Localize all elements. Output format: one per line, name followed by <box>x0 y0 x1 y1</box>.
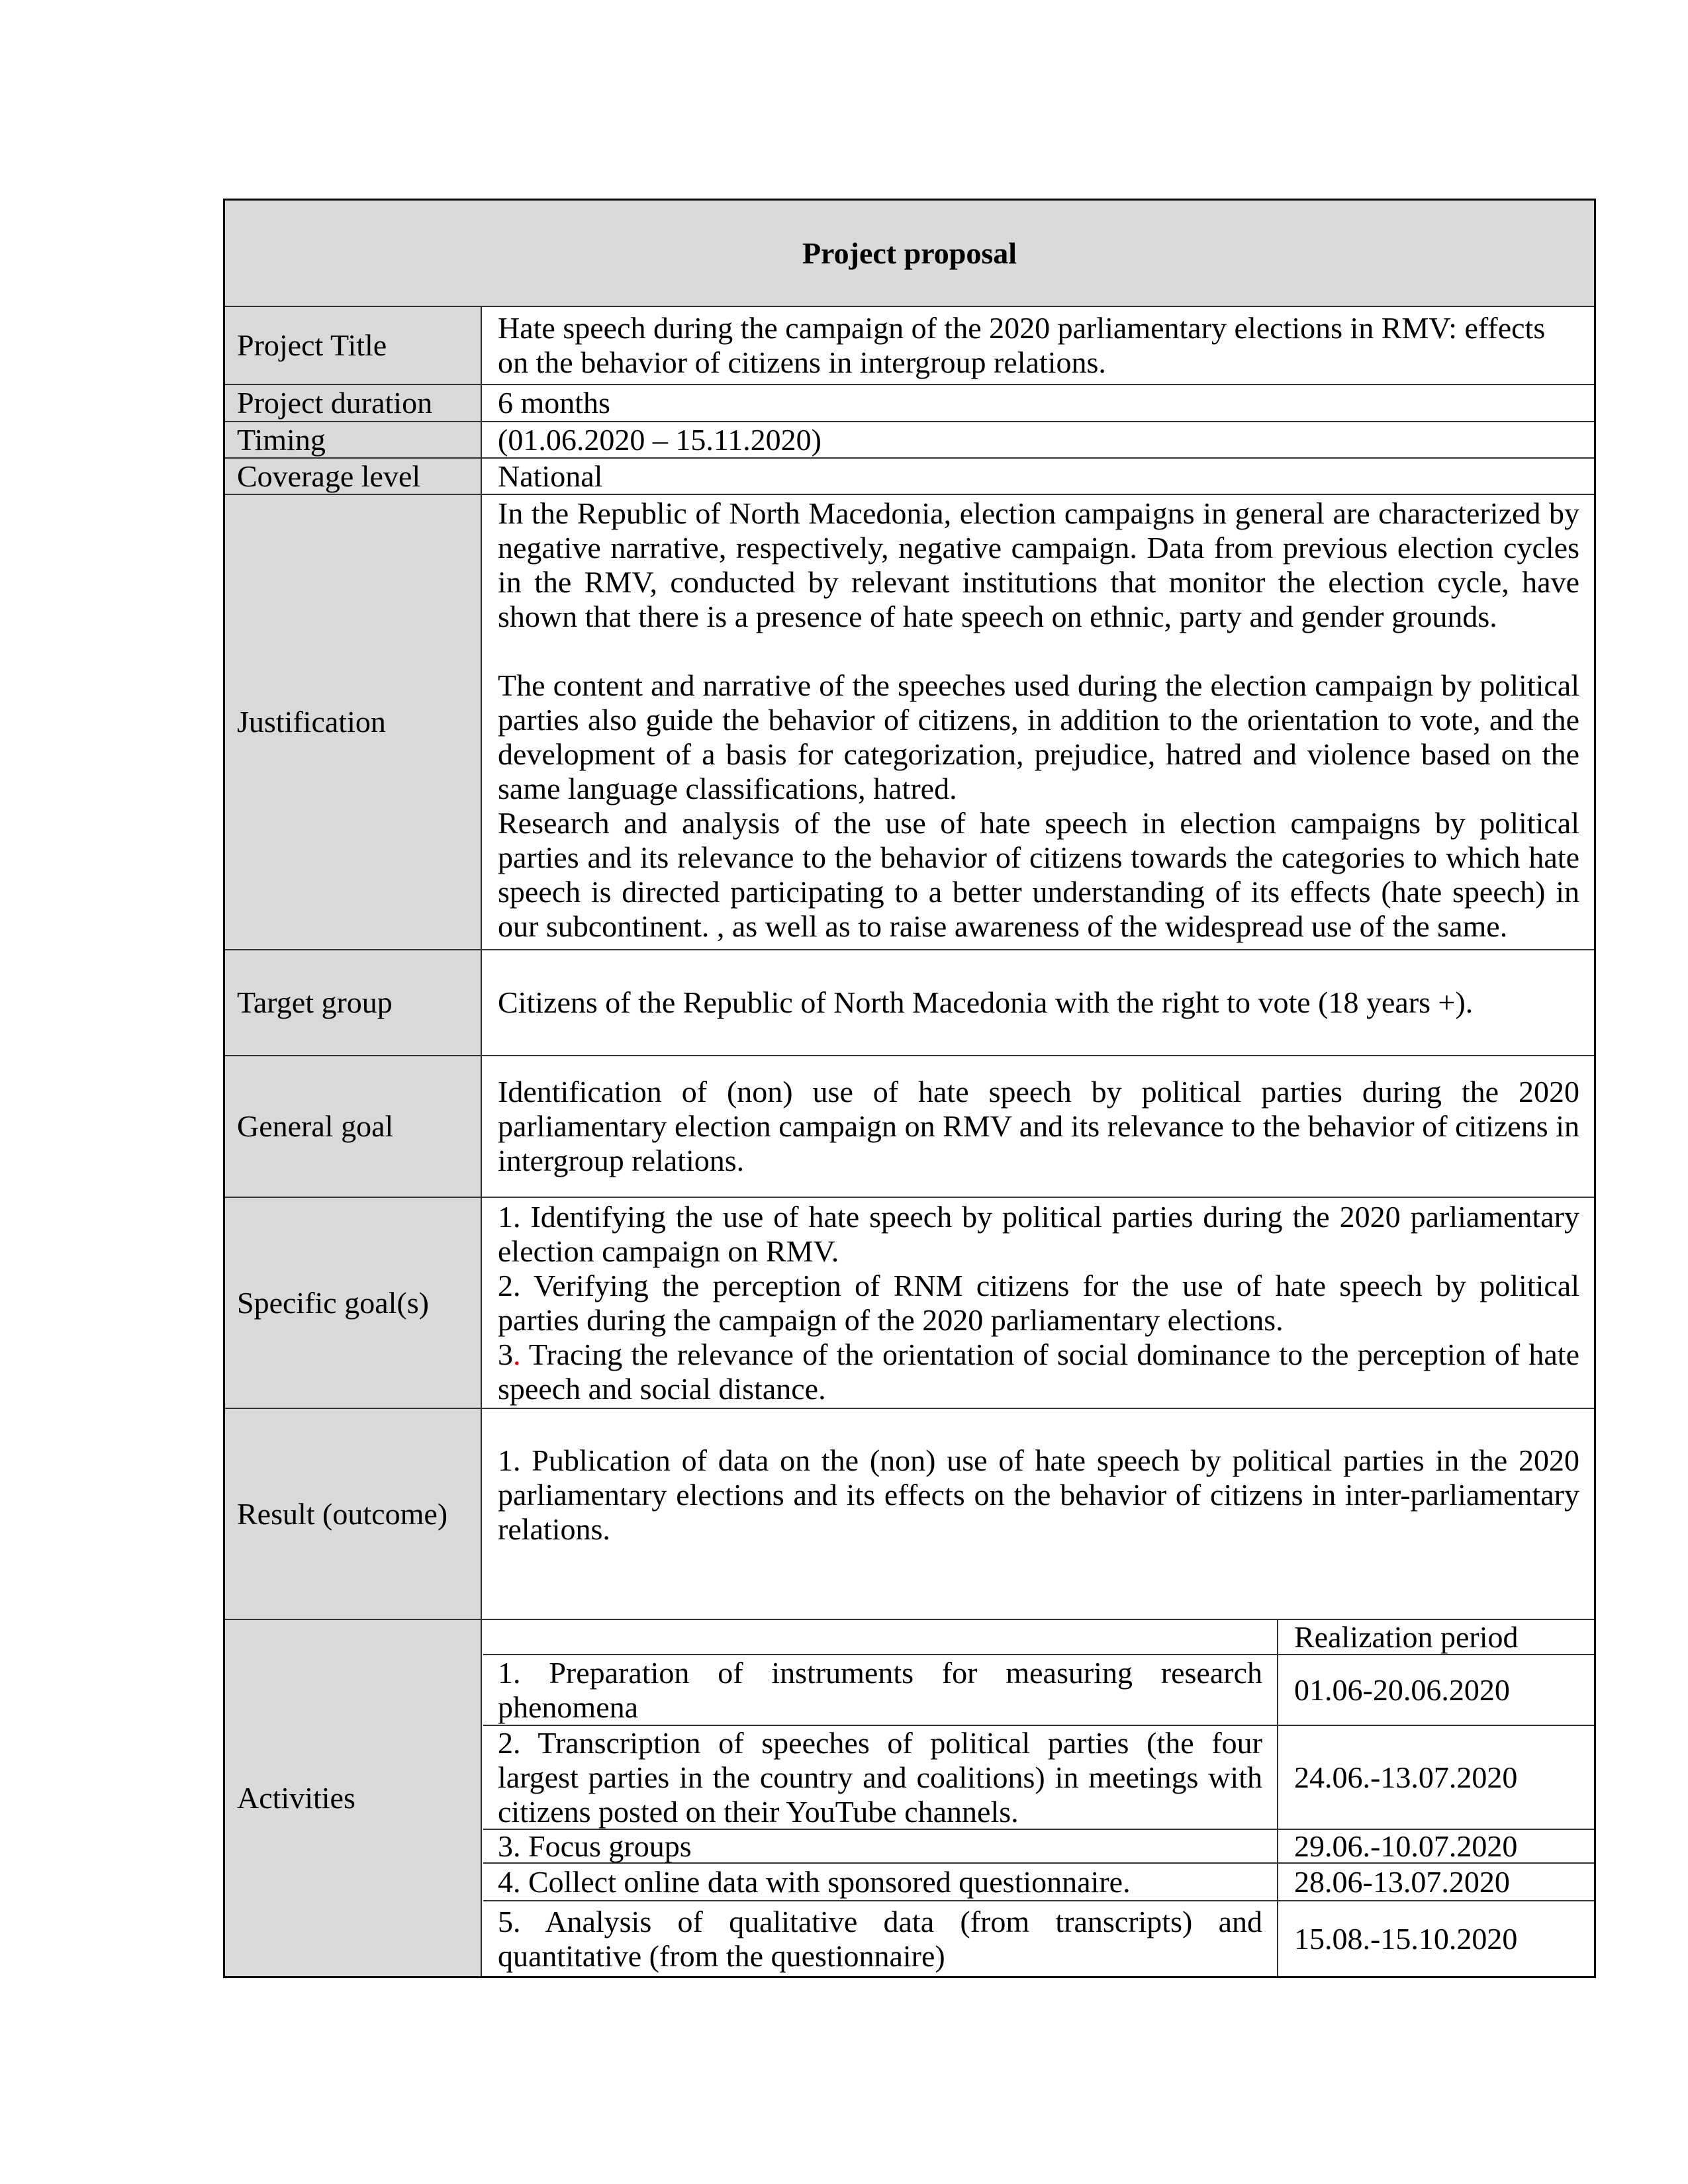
row-timing <box>225 422 1594 459</box>
value-target-group <box>483 950 1594 1055</box>
row-project-duration <box>225 385 1594 422</box>
activity-period: 15.08.-15.10.2020 <box>1294 1921 1518 1956</box>
activity-period: 01.06-20.06.2020 <box>1294 1672 1510 1707</box>
project-title-text: Hate speech during the campaign of the 2020 parliamentary elections in RMV: effects on the behavior of citizens in intergroup relations. <box>498 311 1546 379</box>
activities-header-blank <box>483 1620 1278 1654</box>
activity-description: 1. Preparation of instruments for measuring research phenomena <box>483 1655 1278 1725</box>
label-activities: Activities <box>225 1620 482 1976</box>
page-title: Project proposal <box>802 236 1017 270</box>
activities-header-row <box>483 1620 1594 1655</box>
goal-separator: . <box>513 1199 521 1234</box>
row-general-goal <box>225 1056 1594 1198</box>
goal-text: Identifying the use of hate speech by political parties during the 2020 parliamentary election campaign on RMV. <box>498 1199 1579 1268</box>
activity-description: 2. Transcription of speeches of political parties (the four largest parties in the country and coalitions) in meetings with citizens posted on their YouTube channels. <box>483 1726 1278 1829</box>
row-target-group <box>225 950 1594 1056</box>
timing-text: (01.06.2020 – 15.11.2020) <box>498 422 821 457</box>
goal-number: 2 <box>498 1268 513 1302</box>
label-project-title: Project Title <box>225 307 482 384</box>
goal-number: 3 <box>498 1337 513 1371</box>
activity-description: 4. Collect online data with sponsored questionnaire. <box>483 1864 1278 1900</box>
justification-paragraph: Research and analysis of the use of hate speech in election campaigns by political parties and its relevance to the behavior of citizens towards the categories to which hate speech is directed participating to a better understanding of its effects (hate speech) in our subcontinent. , as well as to raise awareness of the widespread use of the same. <box>498 806 1579 943</box>
value-timing <box>483 422 1594 457</box>
value-coverage-level <box>483 459 1594 494</box>
label-general-goal: General goal <box>225 1056 482 1197</box>
activity-row <box>483 1830 1594 1864</box>
goal-text: Verifying the perception of RNM citizens for the use of hate speech by political parties during the campaign of the 2020 parliamentary elections. <box>498 1268 1579 1337</box>
row-activities <box>225 1620 1594 1976</box>
activity-row <box>483 1726 1594 1830</box>
label-coverage-level: Coverage level <box>225 459 482 494</box>
activity-period: 29.06.-10.07.2020 <box>1294 1829 1518 1863</box>
label-result: Result (outcome) <box>225 1409 482 1619</box>
row-justification <box>225 495 1594 950</box>
specific-goal-item <box>498 1338 1579 1406</box>
label-timing: Timing <box>225 422 482 457</box>
goal-number: 1 <box>498 1199 513 1234</box>
table-header <box>225 201 1594 307</box>
label-justification: Justification <box>225 495 482 949</box>
goal-separator: . <box>513 1268 521 1302</box>
result-text: 1. Publication of data on the (non) use of hate speech by political parties in the 2020 parliamentary elections and its effects on the behavior of citizens in inter-parliamentary relations. <box>498 1443 1579 1546</box>
label-target-group: Target group <box>225 950 482 1055</box>
activity-description: 3. Focus groups <box>483 1830 1278 1862</box>
goal-separator-red: . <box>513 1337 521 1371</box>
label-project-duration: Project duration <box>225 385 482 421</box>
activity-row <box>483 1901 1594 1976</box>
activity-period: 24.06.-13.07.2020 <box>1294 1760 1518 1794</box>
justification-paragraph: The content and narrative of the speeches used during the election campaign by political parties also guide the behavior of citizens, in addition to the orientation to vote, and the development of a basis for categorization, prejudice, hatred and violence based on the same language classifications, hatred. <box>498 668 1579 805</box>
specific-goal-item <box>498 1200 1579 1269</box>
row-specific-goals <box>225 1198 1594 1409</box>
activities-subtable <box>483 1620 1594 1976</box>
row-coverage-level <box>225 459 1594 495</box>
label-specific-goals: Specific goal(s) <box>225 1198 482 1408</box>
value-project-title <box>483 307 1594 384</box>
specific-goal-item <box>498 1269 1579 1338</box>
value-justification <box>483 495 1594 949</box>
activity-row <box>483 1864 1594 1901</box>
value-result <box>483 1409 1594 1619</box>
general-goal-text: Identification of (non) use of hate speech by political parties during the 2020 parliamentary election campaign on RMV and its relevance to the behavior of citizens in intergroup relations. <box>498 1075 1579 1177</box>
goal-text: Tracing the relevance of the orientation of social dominance to the perception of hate speech and social distance. <box>498 1337 1579 1406</box>
value-project-duration <box>483 385 1594 421</box>
activity-description: 5. Analysis of qualitative data (from transcripts) and quantitative (from the questionnaire) <box>483 1901 1278 1976</box>
activity-period: 28.06-13.07.2020 <box>1294 1864 1510 1899</box>
coverage-level-text: National <box>498 459 603 493</box>
target-group-text: Citizens of the Republic of North Macedonia with the right to vote (18 years +). <box>498 985 1474 1019</box>
justification-paragraph: In the Republic of North Macedonia, election campaigns in general are characterized by negative narrative, respectively, negative campaign. Data from previous election cycles in the RMV, conducted by relevant institutions that monitor the election cycle, have shown that there is a presence of hate speech on ethnic, party and gender grounds. <box>498 496 1579 633</box>
project-duration-text: 6 months <box>498 386 610 420</box>
row-result <box>225 1409 1594 1620</box>
activity-row <box>483 1655 1594 1726</box>
project-proposal-table <box>223 199 1596 1978</box>
activities-period-header: Realization period <box>1294 1619 1519 1654</box>
value-general-goal <box>483 1056 1594 1197</box>
value-specific-goals <box>483 1198 1594 1408</box>
row-project-title <box>225 307 1594 385</box>
